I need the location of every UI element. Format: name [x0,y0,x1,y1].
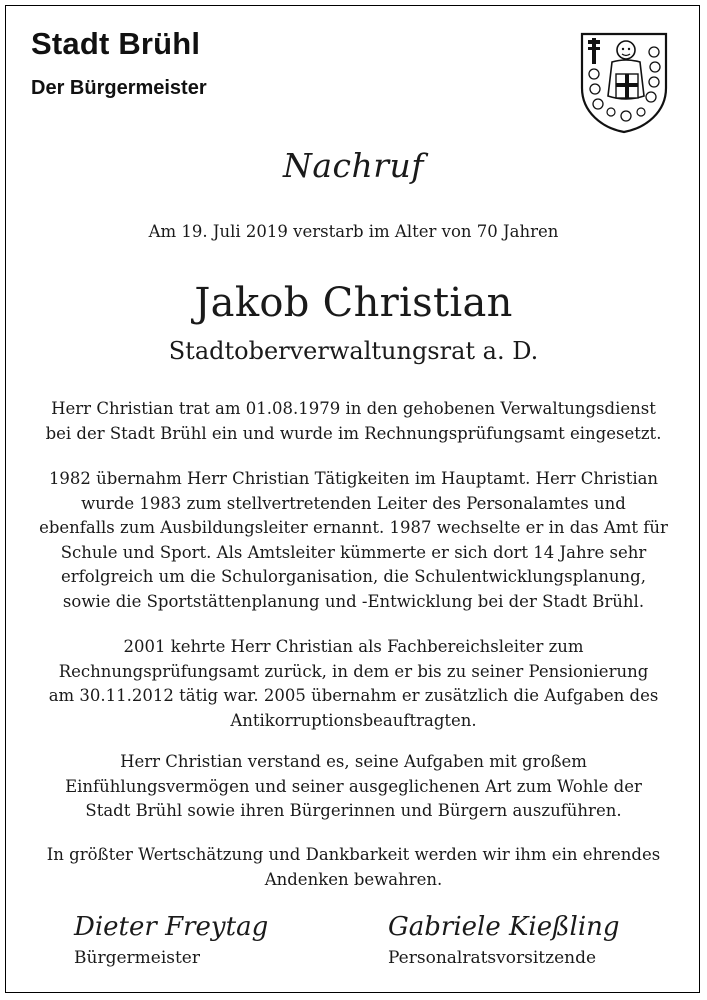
text-line: Antikorruptionsbeauftragten. [230,710,477,730]
signatory-role: Bürgermeister [74,948,200,968]
text-line: wurde 1983 zum stellvertretenden Leiter des Personalamtes und [81,493,626,513]
deceased-name: Jakob Christian [194,280,513,326]
text-line: Rechnungsprüfungsamt zurück, in dem er bis zu seiner Pensionierung [58,661,649,681]
signature-block-mayor [74,912,268,968]
text-line: sowie die Sportstättenplanung und -Entwicklung bei der Stadt Brühl. [62,591,645,611]
biography-paragraph [0,635,707,733]
signatory-name: Dieter Freytag [74,912,269,942]
text-line: 2001 kehrte Herr Christian als Fachbereichsleiter zum [123,637,584,656]
tribute-paragraph [0,750,707,824]
city-coat-of-arms-icon [578,30,670,134]
signatory-role: Personalratsvorsitzende [388,948,597,968]
text-line: Stadt Brühl sowie ihren Bürgerinnen und Bürgern auszuführen. [85,801,622,820]
death-announcement: Am 19. Juli 2019 verstarb im Alter von 70 Jahren [148,222,559,241]
text-line: 1982 übernahm Herr Christian Tätigkeiten im Hauptamt. Herr Christian [48,469,659,488]
closing-paragraph [0,843,707,892]
signatory-name: Gabriele Kießling [388,912,620,942]
biography-paragraph [0,397,707,446]
text-line: am 30.11.2012 tätig war. 2005 übernahm er zusätzlich die Aufgaben des [48,686,659,705]
text-line: Andenken bewahren. [264,869,443,889]
notice-heading: Nachruf [282,146,425,185]
text-line: bei der Stadt Brühl ein und wurde im Rechnungsprüfungsamt eingesetzt. [45,423,662,443]
text-line: Einfühlungsvermögen und seiner ausgeglichenen Art zum Wohle der [65,776,642,796]
text-line: ebenfalls zum Ausbildungsleiter ernannt. 1987 wechselte er in das Amt für [39,518,668,537]
text-line: Schule und Sport. Als Amtsleiter kümmerte er sich dort 14 Jahre sehr [60,542,647,562]
city-name: Stadt Brühl [31,26,201,61]
text-line: In größter Wertschätzung und Dankbarkeit werden wir ihm ein ehrendes [46,845,661,864]
deceased-title: Stadtoberverwaltungsrat a. D. [168,337,539,365]
signature-block-staff-council [388,912,620,968]
office-name: Der Bürgermeister [31,77,207,99]
text-line: Herr Christian verstand es, seine Aufgaben mit großem [120,752,587,771]
text-line: erfolgreich um die Schulorganisation, die Schulentwicklungsplanung, [61,567,646,586]
text-line: Herr Christian trat am 01.08.1979 in den gehobenen Verwaltungsdienst [51,399,656,418]
biography-paragraph [0,467,707,614]
